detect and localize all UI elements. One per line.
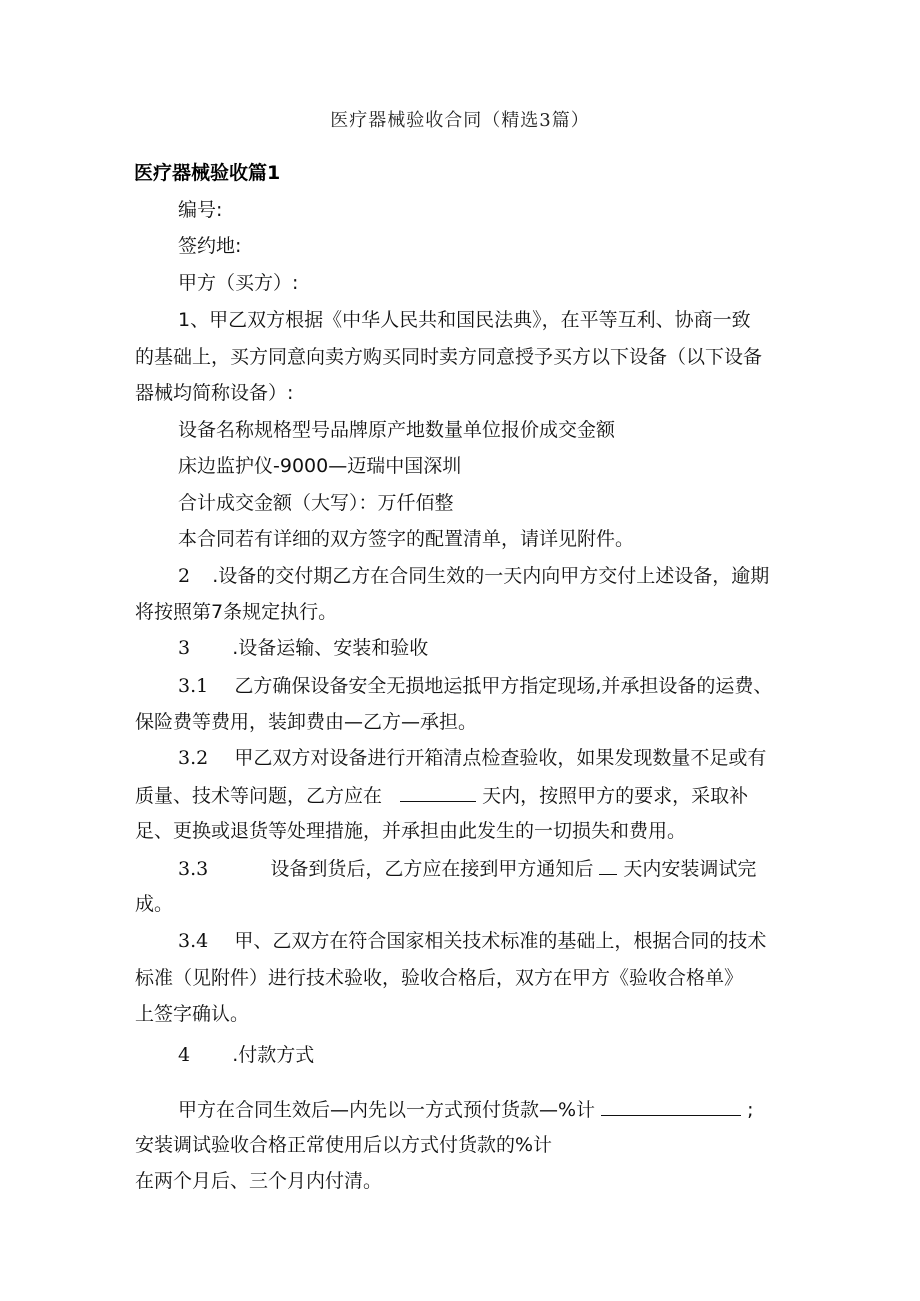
clause-number: 3 (178, 637, 191, 659)
clause-number: 4 (178, 1044, 191, 1066)
clause-text: 甲乙双方对设备进行开箱清点检查验收，如果发现数量不足或有 (234, 747, 767, 769)
paragraph-line (135, 783, 748, 808)
clause-number: 3.1 (178, 675, 209, 697)
paragraph-line: 标准（见附件）进行技术验收，验收合格后，双方在甲方《验收合格单》 (135, 967, 744, 989)
document-title: 医疗器械验收合同（精选3篇） (330, 110, 590, 131)
paragraph-line: 成。 (135, 893, 174, 915)
paragraph-line: 安装调试验收合格正常使用后以方式付货款的%计 (135, 1134, 553, 1156)
field-contract-number: 编号: (178, 199, 223, 221)
clause-4 (178, 1043, 314, 1067)
text-segment: 天内，按照甲方的要求，采取补 (482, 785, 749, 807)
clause-3-2 (178, 746, 766, 770)
paragraph-line: 的基础上，买方同意向卖方购买同时卖方同意授予买方以下设备（以下设备 (135, 346, 763, 368)
total-amount-line: 合计成交金额（大写）：万仟佰整 (178, 492, 454, 514)
fill-in-blank (599, 856, 617, 875)
text-segment: 质量、技术等问题，乙方应在 (135, 785, 383, 807)
paragraph-line: 本合同若有详细的双方签字的配置清单，请详见附件。 (178, 528, 635, 550)
paragraph-line: 足、更换或退货等处理措施，并承担由此发生的一切损失和费用。 (135, 820, 687, 842)
field-signing-place: 签约地: (178, 235, 242, 257)
text-segment: 天内安装调试完 (623, 858, 757, 880)
fill-in-blank (601, 1097, 741, 1116)
clause-number: 3.2 (178, 747, 209, 769)
equipment-table-header: 设备名称规格型号品牌原产地数量单位报价成交金额 (178, 419, 616, 441)
paragraph-line: 上签字确认。 (135, 1003, 250, 1025)
fill-in-blank (400, 783, 476, 802)
clause-3-3 (178, 856, 756, 881)
text-segment: ; (747, 1099, 754, 1121)
paragraph-line (178, 1097, 754, 1122)
paragraph-line: 将按照第7条规定执行。 (135, 601, 338, 623)
text-segment: 甲方在合同生效后—内先以一方式预付货款—%计 (178, 1099, 596, 1121)
clause-text: 甲、乙双方在符合国家相关技术标准的基础上，根据合同的技术 (234, 930, 767, 952)
clause-text: 乙方确保设备安全无损地运抵甲方指定现场,并承担设备的运费、 (234, 675, 773, 697)
clause-3-1 (178, 674, 772, 698)
clause-text: .设备运输、安装和验收 (232, 637, 429, 659)
section-heading: 医疗器械验收篇1 (134, 162, 281, 184)
equipment-table-row: 床边监护仪-9000—迈瑞中国深圳 (178, 455, 462, 477)
paragraph-line: 1、甲乙双方根据《中华人民共和国民法典》，在平等互利、协商一致 (178, 309, 751, 331)
clause-3 (178, 636, 428, 660)
clause-text: 设备到货后，乙方应在接到甲方通知后 (270, 858, 594, 880)
clause-text: .设备的交付期乙方在合同生效的一天内向甲方交付上述设备，逾期 (212, 565, 770, 587)
clause-3-4 (178, 929, 766, 953)
clause-text: .付款方式 (232, 1044, 315, 1066)
clause-number: 3.4 (178, 930, 209, 952)
paragraph-line: 保险费等费用，装卸费由—乙方—承担。 (135, 711, 478, 733)
paragraph-line: 在两个月后、三个月内付清。 (135, 1170, 383, 1192)
field-party-a: 甲方（买方）: (178, 272, 299, 294)
clause-number: 2 (178, 565, 191, 587)
paragraph-line: 器械均简称设备）: (135, 382, 294, 404)
clause-number: 3.3 (178, 858, 209, 880)
clause-2 (178, 564, 769, 588)
